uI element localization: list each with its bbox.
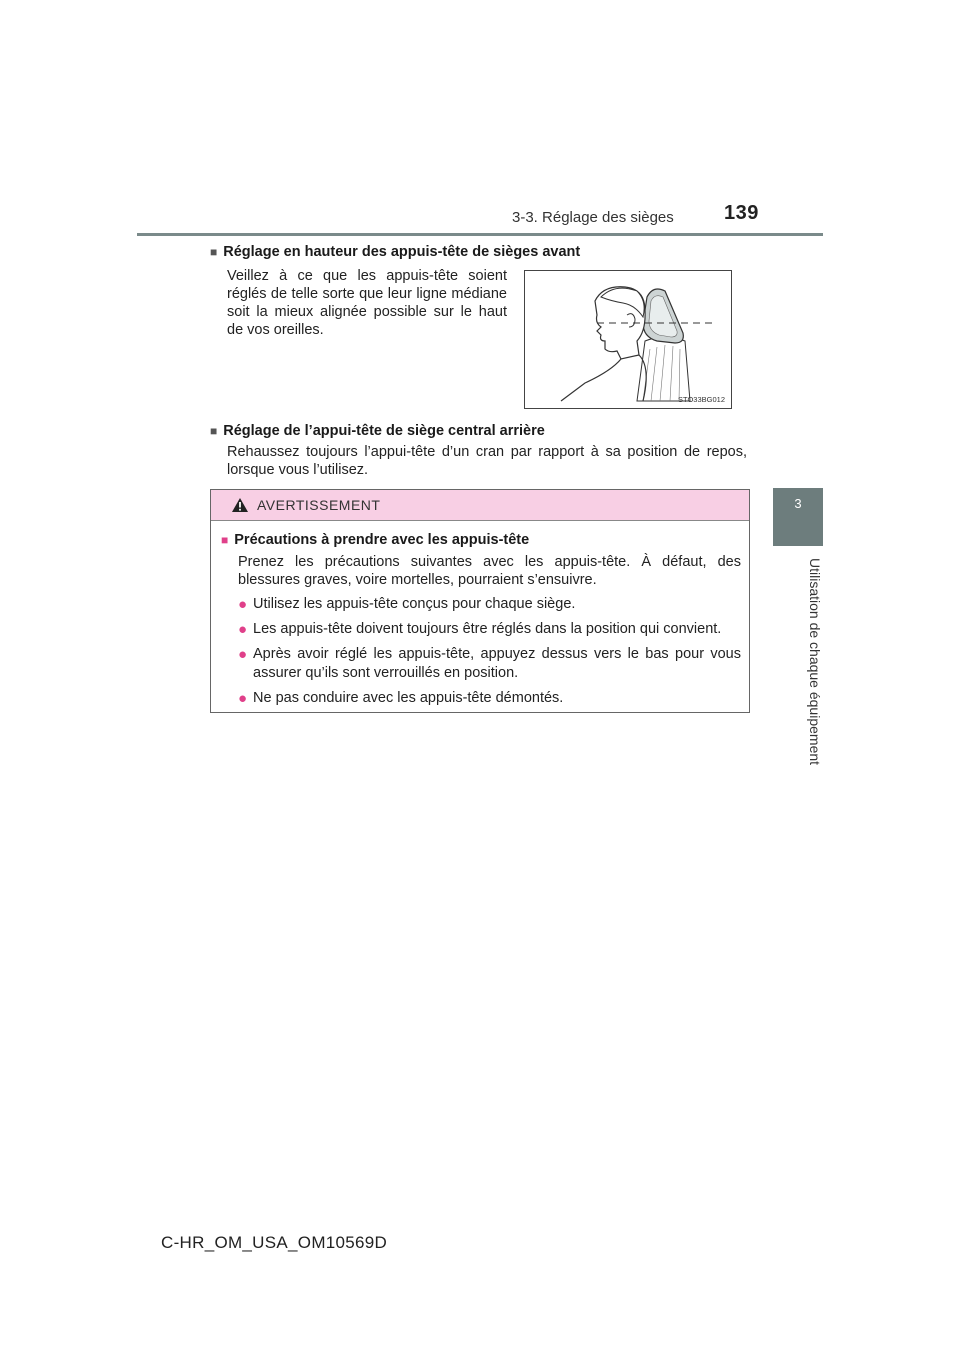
square-bullet-icon: ■	[210, 424, 218, 438]
warning-heading: ■ Précautions à prendre avec les appuis-tête	[221, 532, 530, 548]
chapter-number: 3	[794, 496, 802, 511]
warning-triangle-icon	[231, 497, 249, 513]
bullet-icon: ●	[238, 621, 248, 638]
square-bullet-icon: ■	[221, 533, 229, 547]
warning-body	[211, 521, 749, 708]
chapter-title: Utilisation de chaque équipement	[807, 558, 823, 766]
bullet-icon: ●	[238, 596, 248, 613]
section-1-heading: ■ Réglage en hauteur des appuis-tête de sièges avant	[210, 244, 581, 260]
warning-label: AVERTISSEMENT	[257, 497, 381, 513]
document-code: C-HR_OM_USA_OM10569D	[161, 1233, 388, 1252]
headrest-diagram-icon	[525, 271, 731, 408]
list-item: ● Ne pas conduire avec les appuis-tête démontés.	[238, 690, 564, 707]
list-item: ● Après avoir réglé les appuis-tête, appuyez dessus vers le bas pour vous assurer qu’ils sont verrouillés en position.	[238, 646, 741, 681]
section-title: 3-3. Réglage des sièges	[512, 209, 674, 226]
warning-header	[211, 490, 749, 521]
square-bullet-icon: ■	[210, 245, 218, 259]
bullet-icon: ●	[238, 646, 248, 663]
page-number: 139	[724, 202, 759, 224]
header-rule	[137, 233, 823, 236]
headrest-illustration	[524, 270, 732, 409]
section-2-heading: ■ Réglage de l’appui-tête de siège central arrière	[210, 423, 545, 439]
list-item: ● Les appuis-tête doivent toujours être réglés dans la position qui convient.	[238, 621, 722, 638]
list-item: ● Utilisez les appuis-tête conçus pour chaque siège.	[238, 596, 576, 613]
section-2-text: Rehaussez toujours l’appui-tête d’un cran par rapport à sa position de repos, lorsque vous l’utilisez.	[227, 444, 747, 478]
figure-code: STO33BG012	[678, 395, 725, 404]
section-1-text: Veillez à ce que les appuis-tête soient réglés de telle sorte que leur ligne médiane soit la mieux alignée possible sur le haut de vos oreilles.	[227, 268, 507, 338]
warning-box	[210, 489, 750, 713]
warning-intro: Prenez les précautions suivantes avec les appuis-tête. À défaut, des blessures graves, voire mortelles, pourraient s’ensuivre.	[238, 554, 741, 588]
bullet-icon: ●	[238, 690, 248, 707]
